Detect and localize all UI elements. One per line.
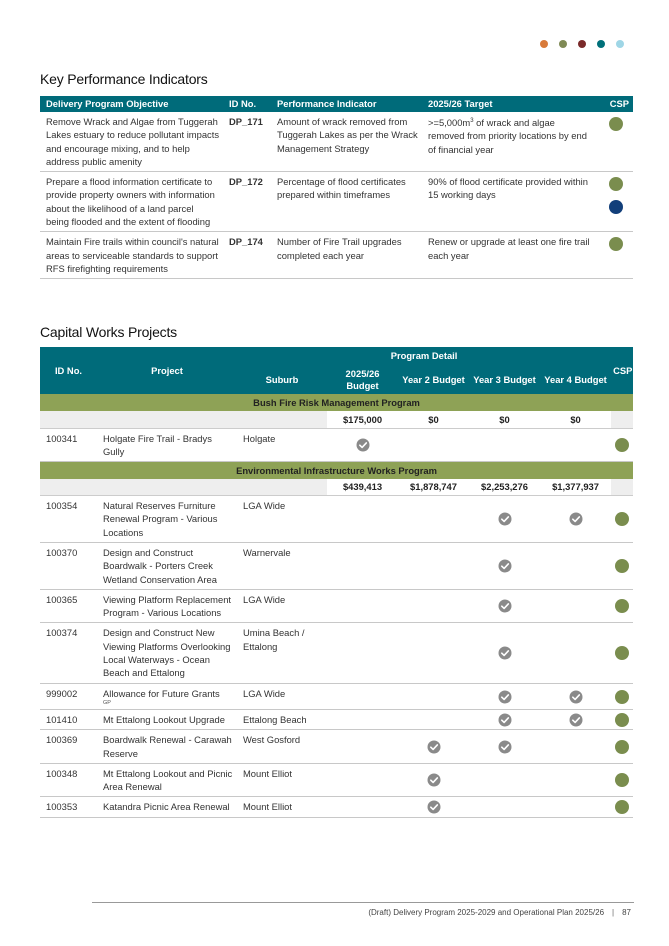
- program-band-row: [40, 394, 633, 411]
- csp-green-indicator: [615, 713, 629, 727]
- budget-year-cell: [398, 623, 469, 683]
- project-id: 100353: [40, 797, 97, 817]
- page-number: 87: [622, 908, 631, 917]
- project-row: [40, 797, 633, 817]
- budget-year-cell: [398, 542, 469, 589]
- csp-green-indicator: [609, 117, 623, 131]
- capital-header-project: Project: [97, 347, 237, 394]
- budget-year-cell: [398, 428, 469, 462]
- project-name-cell: [97, 763, 237, 797]
- project-id: 100348: [40, 763, 97, 797]
- decor-dot-teal: [597, 40, 605, 48]
- budget-year-cell: [469, 763, 540, 797]
- project-name: Holgate Fire Trail - Bradys Gully: [103, 432, 212, 457]
- budget-year-cell: [327, 428, 398, 462]
- kpi-indicator: Percentage of flood certificates prepared within timeframes: [271, 172, 422, 232]
- budget-year-cell: [398, 730, 469, 764]
- budget-year-cell: [327, 730, 398, 764]
- decor-dot-olive: [559, 40, 567, 48]
- capital-header-program-detail: Program Detail: [237, 347, 611, 365]
- kpi-csp: [596, 112, 633, 172]
- project-row: [40, 683, 633, 709]
- budget-year-cell: [540, 763, 611, 797]
- program-total-value: $175,000: [327, 411, 398, 428]
- budget-year-cell: [327, 623, 398, 683]
- csp-green-indicator: [615, 438, 629, 452]
- kpi-target: [422, 112, 596, 172]
- budget-year-cell: [469, 542, 540, 589]
- decor-dot-orange: [540, 40, 548, 48]
- kpi-header-id: ID No.: [223, 96, 271, 112]
- checkmark-icon: [569, 690, 583, 704]
- project-suburb: Mount Elliot: [237, 763, 327, 797]
- project-csp: [611, 797, 633, 817]
- csp-green-indicator: [615, 800, 629, 814]
- project-name: Mt Ettalong Lookout and Picnic Area Renewal: [103, 767, 233, 793]
- budget-year-cell: [327, 496, 398, 543]
- capital-header-id: ID No.: [40, 347, 97, 394]
- kpi-section-title: Key Performance Indicators: [40, 71, 208, 87]
- kpi-objective: Remove Wrack and Algae from Tuggerah Lakes estuary to reduce pollutant impacts and encourage mixing, and to help address public amenity: [40, 112, 223, 172]
- kpi-objective: Maintain Fire trails within council's natural areas to serviceable standards to support RFS firefighting requirements: [40, 232, 223, 279]
- capital-header-year3: Year 3 Budget: [469, 365, 540, 394]
- project-name-cell: [97, 496, 237, 543]
- csp-green-indicator: [615, 740, 629, 754]
- budget-year-cell: [398, 589, 469, 623]
- budget-year-cell: [540, 623, 611, 683]
- project-name-cell: [97, 709, 237, 729]
- project-csp: [611, 542, 633, 589]
- program-name: Environmental Infrastructure Works Program: [40, 462, 633, 479]
- project-suburb: LGA Wide: [237, 496, 327, 543]
- kpi-table: [40, 96, 633, 279]
- budget-year-cell: [540, 428, 611, 462]
- csp-green-indicator: [615, 646, 629, 660]
- checkmark-icon: [498, 599, 512, 613]
- project-name-cell: [97, 623, 237, 683]
- project-row: [40, 428, 633, 462]
- kpi-header-indicator: Performance Indicator: [271, 96, 422, 112]
- csp-green-indicator: [615, 773, 629, 787]
- project-name-cell: [97, 428, 237, 462]
- kpi-indicator: Amount of wrack removed from Tuggerah Lakes as per the Wrack Management Strategy: [271, 112, 422, 172]
- project-name: Design and Construct New Viewing Platforms Overlooking Local Waterways - Ocean Beach and Ettalong: [103, 627, 231, 679]
- decor-dot-maroon: [578, 40, 586, 48]
- program-total-value: $1,878,747: [398, 479, 469, 496]
- kpi-row: [40, 112, 633, 172]
- project-name-cell: [97, 730, 237, 764]
- project-csp: [611, 496, 633, 543]
- budget-year-cell: [398, 797, 469, 817]
- checkmark-icon: [427, 740, 441, 754]
- csp-green-indicator: [609, 237, 623, 251]
- budget-year-cell: [327, 763, 398, 797]
- checkmark-icon: [498, 646, 512, 660]
- program-total-value: $0: [469, 411, 540, 428]
- kpi-target-superscript: 3: [470, 118, 474, 124]
- page-footer: [368, 908, 631, 917]
- checkmark-icon: [427, 800, 441, 814]
- capital-header-suburb: Suburb: [237, 365, 327, 394]
- budget-year-cell: [327, 589, 398, 623]
- capital-header-year4: Year 4 Budget: [540, 365, 611, 394]
- program-total-value: $1,377,937: [540, 479, 611, 496]
- budget-year-cell: [469, 496, 540, 543]
- budget-year-cell: [398, 763, 469, 797]
- budget-year-cell: [327, 542, 398, 589]
- checkmark-icon: [427, 773, 441, 787]
- project-name: Mt Ettalong Lookout Upgrade: [103, 713, 225, 725]
- budget-year-cell: [398, 496, 469, 543]
- program-total-value: $439,413: [327, 479, 398, 496]
- csp-indicator-stack: [602, 117, 629, 131]
- footer-separator: |: [612, 908, 615, 917]
- kpi-row: [40, 232, 633, 279]
- budget-year-cell: [540, 797, 611, 817]
- project-id: 999002: [40, 683, 97, 709]
- program-total-value: $0: [540, 411, 611, 428]
- project-name: Natural Reserves Furniture Renewal Program - Various Locations: [103, 500, 218, 538]
- kpi-target-suffix: of wrack and algae removed from priority locations by end of financial year: [428, 117, 587, 155]
- capital-works-table: [40, 347, 633, 818]
- csp-green-indicator: [615, 512, 629, 526]
- project-suburb: Warnervale: [237, 542, 327, 589]
- kpi-target: 90% of flood certificate provided within 15 working days: [422, 172, 596, 232]
- project-name: Boardwalk Renewal - Carawah Reserve: [103, 734, 232, 759]
- csp-indicator-stack: [602, 237, 629, 251]
- kpi-header-row: [40, 96, 633, 112]
- budget-year-cell: [469, 730, 540, 764]
- capital-header-top-row: [40, 347, 633, 365]
- project-suburb: LGA Wide: [237, 683, 327, 709]
- kpi-header-objective: Delivery Program Objective: [40, 96, 223, 112]
- project-csp: [611, 730, 633, 764]
- project-csp: [611, 589, 633, 623]
- program-total-value: $0: [398, 411, 469, 428]
- kpi-csp: [596, 172, 633, 232]
- checkmark-icon: [356, 438, 370, 452]
- budget-year-cell: [327, 709, 398, 729]
- kpi-header-csp: CSP: [596, 96, 633, 112]
- project-id: 100354: [40, 496, 97, 543]
- budget-year-cell: [469, 589, 540, 623]
- program-totals-row: [40, 411, 633, 428]
- budget-year-cell: [540, 542, 611, 589]
- project-note: GP: [103, 699, 111, 706]
- project-name: Viewing Platform Replacement Program - Various Locations: [103, 593, 232, 619]
- totals-spacer: [40, 479, 327, 496]
- totals-csp-spacer: [611, 411, 633, 428]
- kpi-id: DP_172: [223, 172, 271, 232]
- totals-spacer: [40, 411, 327, 428]
- budget-year-cell: [469, 709, 540, 729]
- project-suburb: West Gosford: [237, 730, 327, 764]
- project-id: 100370: [40, 542, 97, 589]
- csp-green-indicator: [615, 559, 629, 573]
- checkmark-icon: [498, 512, 512, 526]
- budget-year-cell: [540, 683, 611, 709]
- csp-indicator-stack: [602, 177, 629, 214]
- decor-dot-light-blue: [616, 40, 624, 48]
- project-suburb: Ettalong Beach: [237, 709, 327, 729]
- project-csp: [611, 683, 633, 709]
- project-name: Allowance for Future Grants: [103, 687, 220, 699]
- project-row: [40, 709, 633, 729]
- budget-year-cell: [540, 709, 611, 729]
- project-name: Katandra Picnic Area Renewal: [103, 801, 230, 813]
- project-csp: [611, 623, 633, 683]
- capital-header-year2: Year 2 Budget: [398, 365, 469, 394]
- project-suburb: Mount Elliot: [237, 797, 327, 817]
- csp-green-indicator: [615, 599, 629, 613]
- budget-year-cell: [540, 496, 611, 543]
- kpi-indicator: Number of Fire Trail upgrades completed each year: [271, 232, 422, 279]
- budget-year-cell: [327, 797, 398, 817]
- project-name-cell: [97, 683, 237, 709]
- project-name-cell: [97, 542, 237, 589]
- csp-navy-indicator: [609, 200, 623, 214]
- project-row: [40, 730, 633, 764]
- program-totals-row: [40, 479, 633, 496]
- budget-year-cell: [540, 589, 611, 623]
- project-row: [40, 496, 633, 543]
- checkmark-icon: [498, 740, 512, 754]
- budget-year-cell: [398, 709, 469, 729]
- program-total-value: $2,253,276: [469, 479, 540, 496]
- capital-section-title: Capital Works Projects: [40, 324, 177, 340]
- checkmark-icon: [569, 512, 583, 526]
- kpi-id: DP_171: [223, 112, 271, 172]
- capital-header-budget-2526: 2025/26 Budget: [327, 365, 398, 394]
- kpi-id: DP_174: [223, 232, 271, 279]
- kpi-objective: Prepare a flood information certificate to provide property owners with information about the likelihood of a land parcel being flooded and the extent of flooding: [40, 172, 223, 232]
- program-name: Bush Fire Risk Management Program: [40, 394, 633, 411]
- kpi-target: Renew or upgrade at least one fire trail each year: [422, 232, 596, 279]
- checkmark-icon: [498, 559, 512, 573]
- project-csp: [611, 709, 633, 729]
- checkmark-icon: [498, 690, 512, 704]
- kpi-row: [40, 172, 633, 232]
- project-name-cell: [97, 797, 237, 817]
- kpi-header-target: 2025/26 Target: [422, 96, 596, 112]
- project-csp: [611, 763, 633, 797]
- project-row: [40, 763, 633, 797]
- project-suburb: Umina Beach / Ettalong: [237, 623, 327, 683]
- footer-divider: [92, 902, 634, 903]
- budget-year-cell: [469, 683, 540, 709]
- checkmark-icon: [569, 713, 583, 727]
- project-row: [40, 542, 633, 589]
- project-id: 100369: [40, 730, 97, 764]
- project-id: 101410: [40, 709, 97, 729]
- project-suburb: Holgate: [237, 428, 327, 462]
- csp-green-indicator: [609, 177, 623, 191]
- project-suburb: LGA Wide: [237, 589, 327, 623]
- project-row: [40, 589, 633, 623]
- project-name: Design and Construct Boardwalk - Porters Creek Wetland Conservation Area: [103, 546, 217, 585]
- kpi-target-prefix: >=5,000m: [428, 117, 471, 129]
- project-row: [40, 623, 633, 683]
- checkmark-icon: [498, 713, 512, 727]
- project-id: 100341: [40, 428, 97, 462]
- program-band-row: [40, 462, 633, 479]
- budget-year-cell: [469, 797, 540, 817]
- project-id: 100374: [40, 623, 97, 683]
- totals-csp-spacer: [611, 479, 633, 496]
- csp-green-indicator: [615, 690, 629, 704]
- budget-year-cell: [398, 683, 469, 709]
- budget-year-cell: [327, 683, 398, 709]
- project-csp: [611, 428, 633, 462]
- footer-document-title: (Draft) Delivery Program 2025-2029 and Operational Plan 2025/26: [368, 908, 605, 917]
- capital-header-csp: CSP: [611, 347, 633, 394]
- decorative-dots: [540, 40, 624, 48]
- budget-year-cell: [540, 730, 611, 764]
- budget-year-cell: [469, 428, 540, 462]
- budget-year-cell: [469, 623, 540, 683]
- project-name-cell: [97, 589, 237, 623]
- project-id: 100365: [40, 589, 97, 623]
- kpi-csp: [596, 232, 633, 279]
